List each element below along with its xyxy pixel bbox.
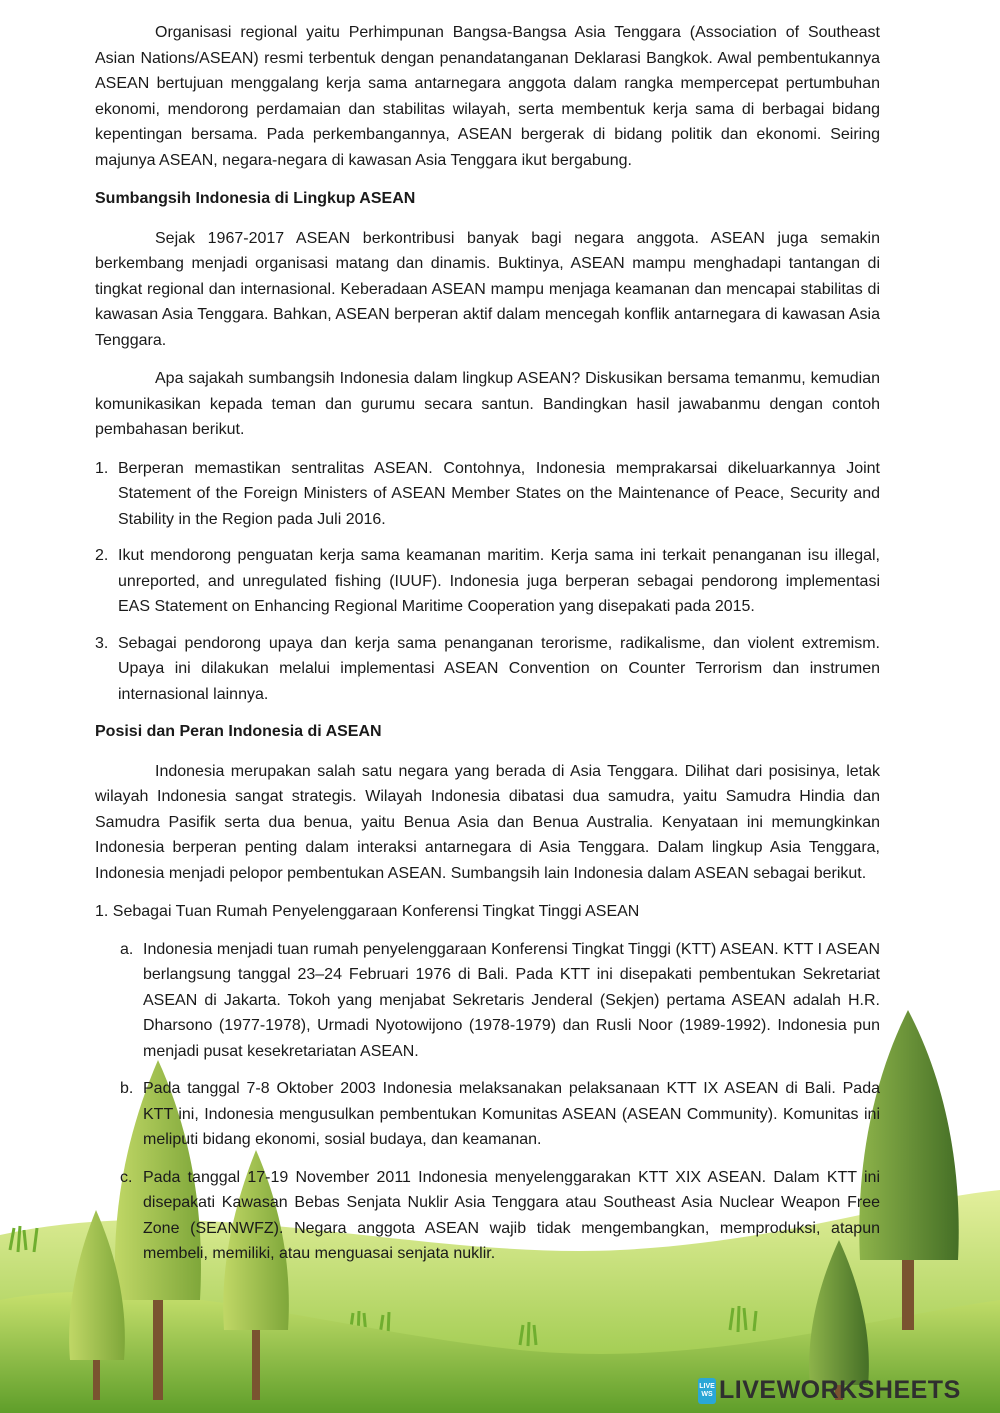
logo-icon-top-text: LIVE	[699, 1382, 715, 1390]
list-item-text: Indonesia menjadi tuan rumah penyelenggaraan Konferensi Tingkat Tinggi (KTT) ASEAN. KTT I ASEAN berlangsung tanggal 23–24 Februari 1976 di Bali. Pada KTT ini disepakati pembentukan Sekretariat ASEAN di Jakarta. Tokoh yang menjabat Sekretaris Jenderal (Sekjen) pertama ASEAN adalah H.R. Dharsono (1977-1978), Urmadi Nyotowijono (1978-1979) dan Rusli Noor (1989-1992). Indonesia pun menjadi pusat kesekretariatan ASEAN.	[143, 940, 880, 1060]
list-item	[95, 631, 880, 708]
list-marker: c.	[120, 1168, 133, 1186]
list-item	[95, 456, 880, 533]
section1-paragraph-1: Sejak 1967-2017 ASEAN berkontribusi banyak bagi negara anggota. ASEAN juga semakin berkembang menjadi organisasi matang dan dinamis. Buktinya, ASEAN mampu menghadapi tantangan di tingkat regional dan internasional. Keberadaan ASEAN mampu menjaga keamanan dan mencapai stabilitas di kawasan Asia Tenggara. Bahkan, ASEAN berperan aktif dalam mencegah konflik antarnegara di kawasan Asia Tenggara.	[95, 229, 880, 349]
list-item-text: Pada tanggal 7-8 Oktober 2003 Indonesia melaksanakan pelaksanaan KTT IX ASEAN di Bali. Pada KTT ini, Indonesia mengusulkan pembentukan Komunitas ASEAN (ASEAN Community). Komunitas ini meliputi bidang ekonomi, sosial budaya, dan keamanan.	[143, 1080, 880, 1148]
section2-subheading: 1. Sebagai Tuan Rumah Penyelenggaraan Konferensi Tingkat Tinggi ASEAN	[95, 903, 640, 920]
list-item	[95, 543, 880, 620]
logo-icon-bottom-text: WS	[701, 1390, 713, 1398]
section2-heading: Posisi dan Peran Indonesia di ASEAN	[95, 723, 382, 740]
list-item-text: Sebagai pendorong upaya dan kerja sama penanganan terorisme, radikalisme, dan violent extremism. Upaya ini dilakukan melalui implementasi ASEAN Convention on Counter Terrorism dan instrumen internasional lainnya.	[118, 634, 880, 703]
list-item-text: Ikut mendorong penguatan kerja sama keamanan maritim. Kerja sama ini terkait penanganan isu illegal, unreported, and unregulated fishing (IUUF). Indonesia juga berperan sebagai pendorong implementasi EAS Statement on Enhancing Regional Maritime Cooperation yang disepakati pada 2015.	[118, 547, 880, 615]
list-item	[120, 937, 880, 1065]
document-body	[95, 20, 880, 1279]
list-marker: 1.	[95, 459, 109, 477]
list-item-text: Berperan memastikan sentralitas ASEAN. Contohnya, Indonesia memprakarsai dikeluarkannya Joint Statement of the Foreign Ministers of ASEAN Member States on the Maintenance of Peace, Security and Stability in the Region pada Juli 2016.	[118, 459, 880, 528]
list-marker: 3.	[95, 634, 109, 652]
list-marker: 2.	[95, 547, 109, 564]
liveworksheets-logo-icon	[698, 1378, 716, 1404]
list-marker: b.	[120, 1080, 134, 1097]
section1-paragraph-2: Apa sajakah sumbangsih Indonesia dalam lingkup ASEAN? Diskusikan bersama temanmu, kemudian komunikasikan kepada teman dan gurumu secara santun. Bandingkan hasil jawabanmu dengan contoh pembahasan berikut.	[95, 370, 880, 438]
contribution-list	[95, 456, 880, 708]
section2-paragraph: Indonesia merupakan salah satu negara yang berada di Asia Tenggara. Dilihat dari posisinya, letak wilayah Indonesia sangat strategis. Wilayah Indonesia dibatasi dua samudra, yaitu Samudra Hindia dan Samudra Pasifik serta dua benua, yaitu Benua Asia dan Benua Australia. Kenyataan ini memungkinkan Indonesia berperan penting dalam interaksi antarnegara di Asia Tenggara. Dalam lingkup Asia Tenggara, Indonesia menjadi pelopor pembentukan ASEAN. Sumbangsih lain Indonesia dalam ASEAN sebagai berikut.	[95, 762, 880, 882]
list-item	[120, 1165, 880, 1267]
list-marker: a.	[120, 940, 134, 958]
section1-heading: Sumbangsih Indonesia di Lingkup ASEAN	[95, 190, 416, 207]
intro-paragraph: Organisasi regional yaitu Perhimpunan Bangsa-Bangsa Asia Tenggara (Association of Southeast Asian Nations/ASEAN) resmi terbentuk dengan penandatanganan Deklarasi Bangkok. Awal pembentukannya ASEAN bertujuan menggalang kerja sama antarnegara anggota dalam rangka mempercepat pertumbuhan ekonomi, mendorong perdamaian dan stabilitas wilayah, serta membentuk kerja sama di berbagai bidang kepentingan bersama. Pada perkembangannya, ASEAN bergerak di bidang politik dan ekonomi. Seiring majunya ASEAN, negara-negara di kawasan Asia Tenggara ikut bergabung.	[95, 24, 880, 169]
list-item	[120, 1076, 880, 1153]
liveworksheets-logo[interactable]	[698, 1376, 961, 1405]
list-item-text: Pada tanggal 17-19 November 2011 Indonesia menyelenggarakan KTT XIX ASEAN. Dalam KTT ini disepakati Kawasan Bebas Senjata Nuklir Asia Tenggara atau Southeast Asia Nuclear Weapon Free Zone (SEANWFZ). Negara anggota ASEAN wajib tidak mengembangkan, memproduksi, atapun membeli, memiliki, atau menguasai senjata nuklir.	[143, 1168, 880, 1262]
summit-list	[95, 937, 880, 1267]
liveworksheets-logo-text: LIVEWORKSHEETS	[719, 1376, 961, 1404]
